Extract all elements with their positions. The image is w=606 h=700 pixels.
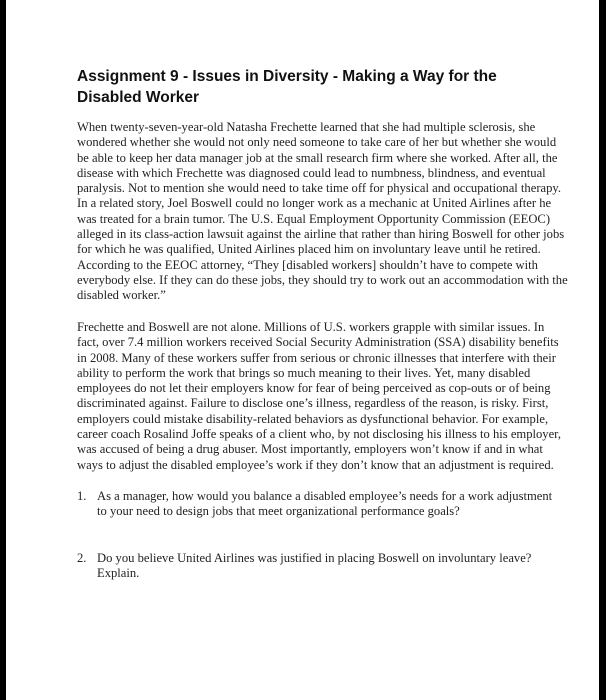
text-line: alleged in its class-action lawsuit against the airline that rather than hiring Boswell for other jobs: [77, 227, 565, 242]
question-line: to your need to design jobs that meet organizational performance goals?: [97, 504, 460, 519]
text-line: ability to perform the work that brings so much meaning to their lives. Yet, many disabled: [77, 365, 531, 380]
text-line: In a related story, Joel Boswell could no longer work as a mechanic at United Airlines after he: [77, 196, 552, 211]
text-line: When twenty-seven-year-old Natasha Frechette learned that she had multiple sclerosis, she: [77, 120, 536, 134]
text-line: wondered whether she would not only need someone to take care of her but whether she would: [77, 135, 557, 150]
question-number: 2.: [77, 551, 87, 565]
text-line: disease with which Frechette was diagnosed could lead to numbness, blindness, and eventual: [77, 165, 546, 180]
text-line: According to the EEOC attorney, “They [disabled workers] shouldn’t have to compete with: [77, 257, 538, 272]
text-line: for which he was qualified, United Airlines placed him on involuntary leave until he retired.: [77, 242, 541, 257]
question-2: [77, 551, 531, 582]
right-border: [599, 0, 606, 700]
left-border: [0, 0, 6, 700]
text-line: ways to adjust the disabled employee’s work if they don’t know that an adjustment is required.: [77, 457, 554, 472]
text-line: discriminated against. Failure to disclose one’s illness, regardless of the reason, is risky. First,: [77, 396, 549, 411]
text-line: employees do not let their employers know for fear of being perceived as cop-outs or of being: [77, 381, 551, 396]
text-line: paralysis. Not to mention she would need to take time off for physical and occupational therapy.: [77, 181, 562, 196]
page-title: Assignment 9 - Issues in Diversity - Making a Way for the Disabled Worker: [77, 68, 497, 106]
text-line: be able to keep her data manager job at the small research firm where she worked. After all, the: [77, 150, 558, 165]
question-1: [77, 489, 552, 520]
text-line: everybody else. If they can do these jobs, they should try to work out an accommodation with the: [77, 272, 568, 287]
text-line: employers could mistake disability-related behaviors as dysfunctional behavior. For example,: [77, 411, 549, 426]
text-line: disabled worker.”: [77, 288, 166, 303]
text-line: was accused of being a drug abuser. Most importantly, employers won’t know if and in what: [77, 442, 543, 457]
question-line: As a manager, how would you balance a disabled employee’s needs for a work adjustment: [97, 489, 553, 503]
paragraph-1: [77, 120, 568, 304]
paragraph-2: [77, 320, 561, 473]
question-line: Explain.: [97, 566, 140, 581]
question-line: Do you believe United Airlines was justified in placing Boswell on involuntary leave?: [97, 551, 532, 565]
text-line: Frechette and Boswell are not alone. Millions of U.S. workers grapple with similar issues. In: [77, 320, 545, 334]
text-line: career coach Rosalind Joffe speaks of a client who, by not disclosing his illness to his employer,: [77, 427, 562, 442]
text-line: was treated for a brain tumor. The U.S. Equal Employment Opportunity Commission (EEOC): [77, 211, 551, 226]
question-number: 1.: [77, 489, 87, 503]
text-line: fact, over 7.4 million workers received Social Security Administration (SSA) disability benefits: [77, 335, 559, 350]
text-line: in 2008. Many of these workers suffer from serious or chronic illnesses that interfere with their: [77, 350, 556, 365]
